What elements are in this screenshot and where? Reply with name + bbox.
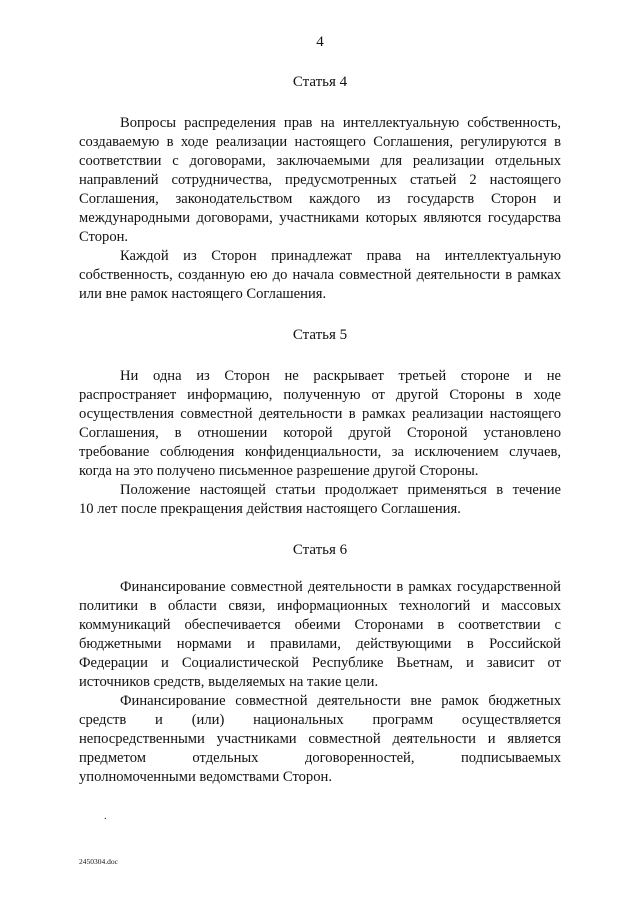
text-line: Вопросы распределения прав на интеллектуальную собственность,	[120, 115, 561, 131]
text-line: средств и (или) национальных программ осуществляется	[79, 712, 561, 728]
text-line: предметом отдельных договоренностей, подписываемых	[79, 750, 561, 766]
article-5-paragraph-2	[79, 481, 561, 519]
text-line: коммуникаций обеспечивается обеими Сторонами в соответствии с	[79, 617, 561, 633]
text-line: Каждой из Сторон принадлежат права на интеллектуальную	[120, 248, 561, 264]
text-line: Соглашения, законодательством каждого из государств Сторон и	[79, 191, 561, 207]
text-line: осуществления совместной деятельности в рамках реализации настоящего	[79, 406, 561, 422]
text-line: международными договорами, участниками которых являются государства	[79, 210, 561, 226]
article-6-paragraph-1	[79, 578, 561, 692]
text-line: или вне рамок настоящего Соглашения.	[79, 286, 327, 302]
article-6-heading: Статья 6	[292, 542, 348, 558]
article-4-heading: Статья 4	[292, 74, 348, 90]
text-line: направлений сотрудничества, предусмотренных статьей 2 настоящего	[79, 172, 561, 188]
article-6-paragraph-2	[79, 692, 561, 787]
article-4-paragraph-1	[79, 114, 561, 247]
text-line: Федерации и Социалистической Республике Вьетнам, и зависит от	[79, 655, 561, 671]
article-5-paragraph-1	[79, 367, 561, 481]
text-line: 10 лет после прекращения действия настоящего Соглашения.	[79, 501, 461, 517]
article-4-paragraph-2	[79, 247, 561, 304]
stray-mark: .	[104, 811, 107, 822]
text-line: Положение настоящей статьи продолжает применяться в течение	[120, 482, 561, 498]
text-line: Соглашения, в отношении которой другой Стороной установлено	[79, 425, 561, 441]
text-line: требование соблюдения конфиденциальности, за исключением случаев,	[79, 444, 561, 460]
text-line: собственность, созданную ею до начала совместной деятельности в рамках	[79, 267, 561, 283]
text-line: создаваемую в ходе реализации настоящего Соглашения, регулируются в	[79, 134, 561, 150]
text-line: соответствии с договорами, заключаемыми для реализации отдельных	[79, 153, 561, 169]
text-line: когда на это получено письменное разрешение другой Стороны.	[79, 463, 479, 479]
document-file-name: 2450304.doc	[79, 857, 118, 866]
text-line: источников средств, выделяемых на такие цели.	[79, 674, 379, 690]
text-line: распространяет информацию, полученную от другой Стороны в ходе	[79, 387, 561, 403]
text-line: политики в области связи, информационных технологий и массовых	[79, 598, 561, 614]
text-line: непосредственными участниками совместной деятельности и является	[79, 731, 561, 747]
article-5-heading: Статья 5	[292, 327, 348, 343]
text-line: бюджетными нормами и правилами, действующими в Российской	[79, 636, 561, 652]
text-line: Финансирование совместной деятельности вне рамок бюджетных	[120, 693, 561, 709]
text-line: Ни одна из Сторон не раскрывает третьей стороне и не	[120, 368, 561, 384]
text-line: Сторон.	[79, 229, 129, 245]
text-line: Финансирование совместной деятельности в рамках государственной	[120, 579, 561, 595]
page-number: 4	[316, 34, 324, 50]
text-line: уполномоченными ведомствами Сторон.	[79, 769, 332, 785]
